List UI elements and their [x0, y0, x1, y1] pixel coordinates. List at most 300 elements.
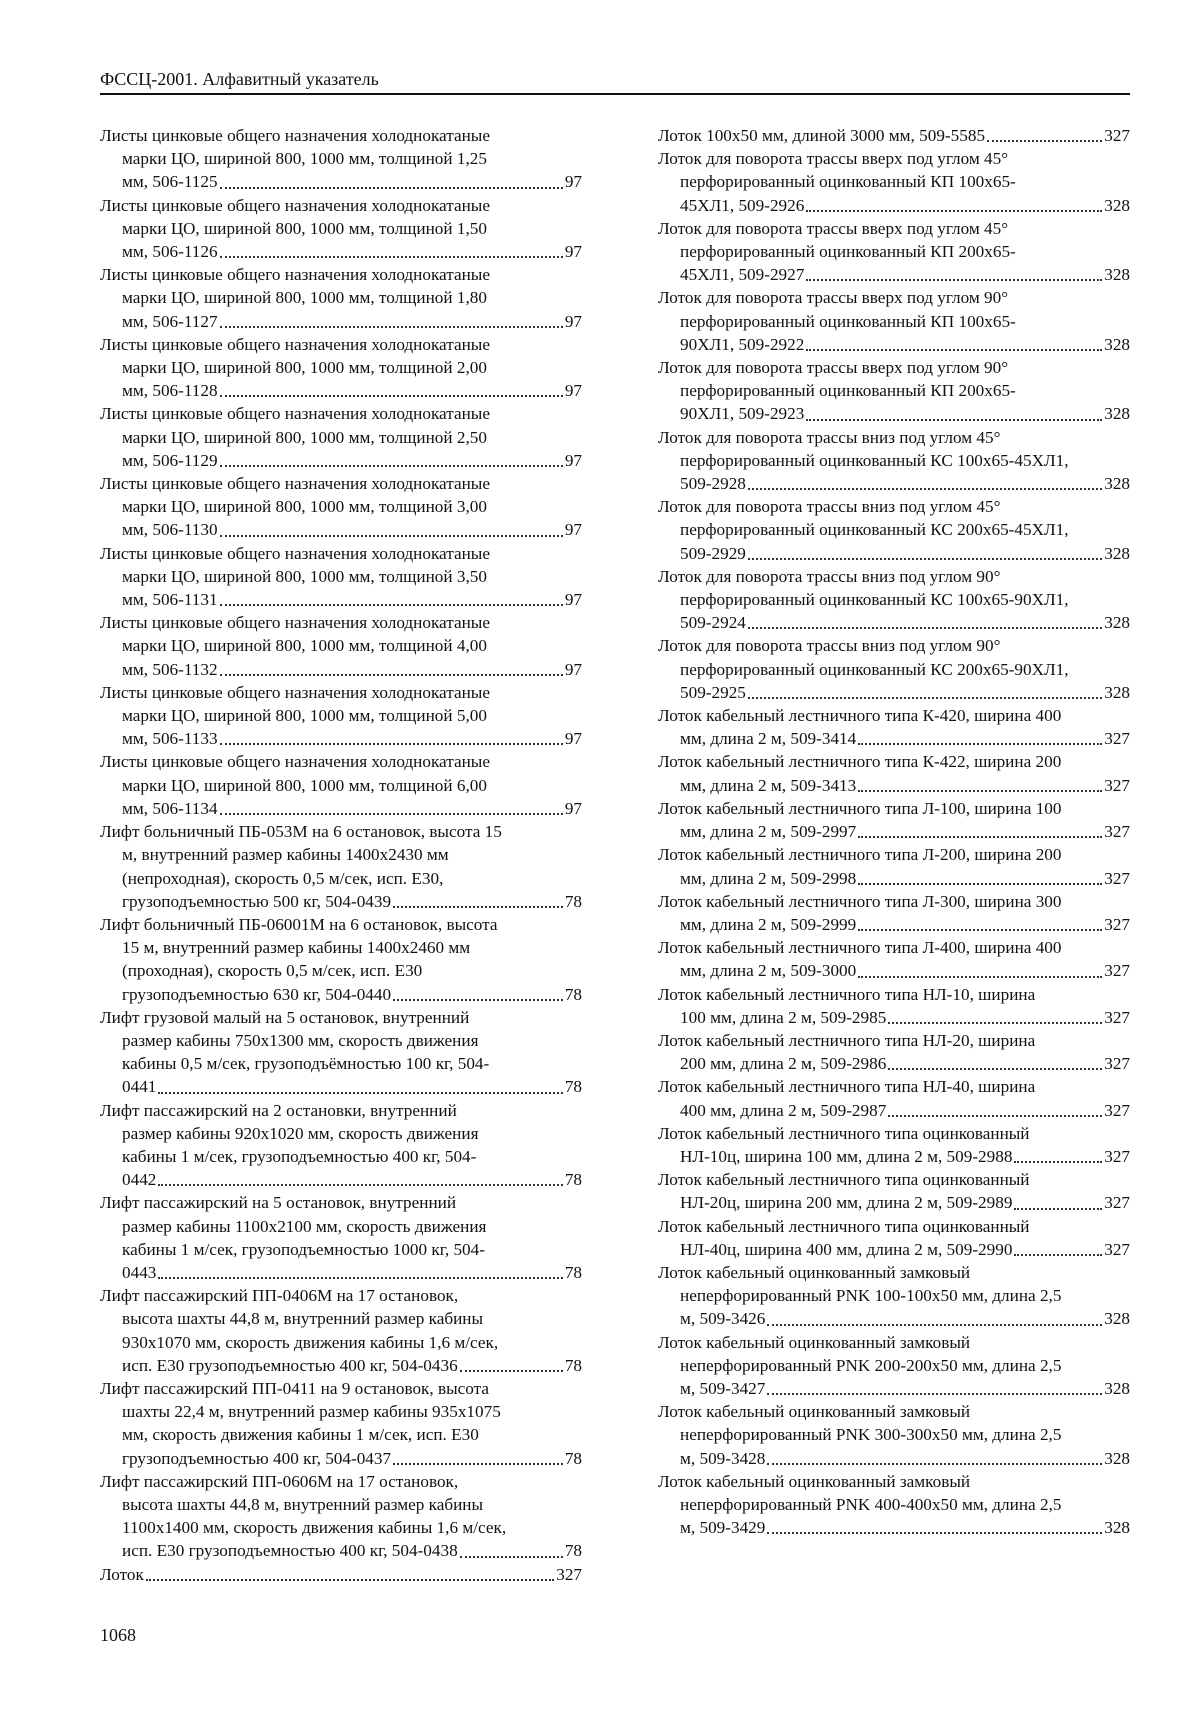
index-entry-last-line: [658, 402, 1130, 425]
index-entry: [100, 194, 582, 264]
dot-leader: [1014, 1208, 1102, 1210]
dot-leader: [158, 1277, 562, 1279]
index-entry-line: марки ЦО, шириной 800, 1000 мм, толщиной 3,00: [122, 497, 487, 517]
index-entry-page: 327: [1104, 775, 1130, 795]
index-entry-line: Лифт пассажирский на 5 остановок, внутренний: [100, 1193, 457, 1213]
index-entry-page: 328: [1104, 682, 1130, 702]
index-entry-line: высота шахты 44,8 м, внутренний размер кабины: [122, 1309, 484, 1329]
index-entry-line: Лоток кабельный лестничного типа НЛ-10, ширина: [658, 984, 1036, 1004]
index-entry: [100, 750, 582, 820]
index-entry-line: Лоток кабельный оцинкованный замковый: [658, 1262, 971, 1282]
index-entry: [100, 124, 582, 194]
index-entry-line: неперфорированный PNK 200-200х50 мм, длина 2,5: [680, 1355, 1062, 1375]
index-entry-line: Лоток кабельный лестничного типа Л-400, ширина 400: [658, 938, 1062, 958]
index-entry-line: Лоток для поворота трассы вверх под углом 45°: [658, 218, 1009, 238]
index-entry: [658, 1075, 1130, 1121]
dot-leader: [858, 790, 1102, 792]
index-entry-text: 509-2925: [680, 682, 746, 702]
index-entry-line: марки ЦО, шириной 800, 1000 мм, толщиной 4,00: [122, 636, 487, 656]
index-entry-text: 90ХЛ1, 509-2923: [680, 404, 805, 424]
index-entry-page: 78: [564, 1170, 582, 1190]
index-entry: [100, 1284, 582, 1377]
index-entry-text: 0442: [122, 1170, 157, 1190]
index-entry: [658, 1261, 1130, 1331]
index-entry: [658, 1168, 1130, 1214]
index-entry-line: Лоток для поворота трассы вверх под углом 90°: [658, 288, 1009, 308]
index-entry-line: Лоток для поворота трассы вниз под углом 45°: [658, 427, 1001, 447]
index-entry: [658, 124, 1130, 147]
index-entry-line: Лоток кабельный лестничного типа оцинкованный: [658, 1216, 1030, 1236]
dot-leader: [220, 813, 563, 815]
index-entry-page: 97: [564, 659, 582, 679]
index-entry-page: 97: [564, 729, 582, 749]
dot-leader: [806, 419, 1102, 421]
index-entry-text: грузоподъемностью 630 кг, 504-0440: [122, 984, 392, 1004]
index-entry: [100, 1470, 582, 1563]
index-entry-text: м, 509-3427: [680, 1378, 766, 1398]
dot-leader: [460, 1370, 563, 1372]
index-entry-line: м, внутренний размер кабины 1400х2430 мм: [122, 845, 449, 865]
index-entry-text: грузоподъемностью 500 кг, 504-0439: [122, 891, 392, 911]
index-entry-last-line: [658, 1099, 1130, 1122]
index-entry-text: мм, длина 2 м, 509-2998: [680, 868, 857, 888]
index-entry-page: 327: [1104, 1100, 1130, 1120]
index-entry-line: Листы цинковые общего назначения холоднокатаные: [100, 752, 490, 772]
index-entry-text: мм, 506-1125: [122, 172, 218, 192]
index-entry-line: перфорированный оцинкованный КП 100х65-: [680, 311, 1016, 331]
dot-leader: [888, 1022, 1102, 1024]
index-entry-line: перфорированный оцинкованный КС 200х65-90ХЛ1,: [680, 659, 1069, 679]
index-entry-last-line: [658, 1052, 1130, 1075]
index-entry-line: кабины 1 м/сек, грузоподъемностью 400 кг, 504-: [122, 1146, 477, 1166]
index-entry-text: мм, длина 2 м, 509-3414: [680, 729, 857, 749]
index-entry: [658, 1470, 1130, 1540]
index-entry-text: мм, 506-1131: [122, 590, 218, 610]
index-entry-last-line: [100, 1354, 582, 1377]
index-entry-page: 328: [1104, 1378, 1130, 1398]
index-entry: [100, 1191, 582, 1284]
index-entry: [658, 1400, 1130, 1470]
index-entry-last-line: [658, 727, 1130, 750]
index-entry-line: Лифт пассажирский ПП-0411 на 9 остановок, высота: [100, 1378, 489, 1398]
index-entry: [100, 1563, 582, 1586]
index-entry-text: исп. Е30 грузоподъемностью 400 кг, 504-0436: [122, 1355, 458, 1375]
index-entry-line: Лоток кабельный оцинкованный замковый: [658, 1332, 971, 1352]
index-entry: [100, 820, 582, 913]
index-entry-line: перфорированный оцинкованный КС 200х65-45ХЛ1,: [680, 520, 1069, 540]
index-entry-page: 327: [1104, 868, 1130, 888]
index-entry-page: 78: [564, 1262, 582, 1282]
index-entry-page: 327: [1104, 961, 1130, 981]
index-entry-text: Лоток: [100, 1564, 144, 1584]
index-entry-text: мм, 506-1128: [122, 381, 218, 401]
index-entry-last-line: [100, 1447, 582, 1470]
index-entry-last-line: [658, 263, 1130, 286]
index-entry: [100, 1006, 582, 1099]
index-entry-page: 97: [564, 311, 582, 331]
index-entry-text: 509-2924: [680, 613, 746, 633]
index-entry: [658, 1331, 1130, 1401]
index-entry-page: 328: [1104, 543, 1130, 563]
index-entry-line: Листы цинковые общего назначения холоднокатаные: [100, 265, 490, 285]
index-entry-text: мм, 506-1130: [122, 520, 218, 540]
index-entry-page: 328: [1104, 1448, 1130, 1468]
page-number: 1068: [100, 1625, 136, 1645]
dot-leader: [220, 604, 563, 606]
index-entry-line: Лоток для поворота трассы вниз под углом 90°: [658, 566, 1001, 586]
index-entry-text: исп. Е30 грузоподъемностью 400 кг, 504-0438: [122, 1541, 458, 1561]
index-entry: [100, 333, 582, 403]
index-entry-line: размер кабины 920х1020 мм, скорость движения: [122, 1123, 479, 1143]
index-entry-page: 328: [1104, 404, 1130, 424]
index-entry-page: 328: [1104, 195, 1130, 215]
index-entry-text: мм, 506-1126: [122, 242, 218, 262]
index-entry-text: мм, 506-1133: [122, 729, 218, 749]
index-entry-line: перфорированный оцинкованный КП 200х65-: [680, 242, 1016, 262]
index-entry-text: 509-2928: [680, 474, 746, 494]
dot-leader: [748, 558, 1102, 560]
index-entry-last-line: [658, 1447, 1130, 1470]
dot-leader: [858, 929, 1102, 931]
dot-leader: [220, 535, 563, 537]
index-entry-line: размер кабины 750х1300 мм, скорость движения: [122, 1030, 479, 1050]
index-entry-text: 400 мм, длина 2 м, 509-2987: [680, 1100, 887, 1120]
index-entry-last-line: [100, 890, 582, 913]
index-entry-line: 930х1070 мм, скорость движения кабины 1,6 м/сек,: [122, 1332, 499, 1352]
index-entry-page: 97: [564, 798, 582, 818]
index-entry-page: 78: [564, 984, 582, 1004]
index-entry-last-line: [100, 1539, 582, 1562]
dot-leader: [393, 999, 563, 1001]
index-entry-line: кабины 1 м/сек, грузоподъемностью 1000 кг, 504-: [122, 1239, 485, 1259]
index-entry-text: мм, длина 2 м, 509-3413: [680, 775, 857, 795]
index-entry: [658, 983, 1130, 1029]
index-entry-line: Лифт грузовой малый на 5 остановок, внутренний: [100, 1007, 470, 1027]
index-entry-page: 97: [564, 172, 582, 192]
index-entry-line: Лоток для поворота трассы вниз под углом 90°: [658, 636, 1001, 656]
index-entry-text: 45ХЛ1, 509-2927: [680, 265, 805, 285]
index-entry-page: 327: [1104, 822, 1130, 842]
index-entry-line: Лифт пассажирский ПП-0406М на 17 остановок,: [100, 1286, 459, 1306]
index-entry-last-line: [100, 1168, 582, 1191]
index-entry-page: 328: [1104, 265, 1130, 285]
index-entry: [658, 356, 1130, 426]
index-entry-page: 97: [564, 450, 582, 470]
index-entry-page: 78: [564, 1077, 582, 1097]
index-entry-page: 327: [1104, 1239, 1130, 1259]
index-entry-line: перфорированный оцинкованный КП 100х65-: [680, 172, 1016, 192]
index-entry: [658, 890, 1130, 936]
index-entry-line: перфорированный оцинкованный КП 200х65-: [680, 381, 1016, 401]
dot-leader: [858, 836, 1102, 838]
index-entry-last-line: [100, 379, 582, 402]
index-entry-line: марки ЦО, шириной 800, 1000 мм, толщиной 2,00: [122, 358, 487, 378]
index-entry-line: кабины 0,5 м/сек, грузоподъёмностью 100 кг, 504-: [122, 1054, 490, 1074]
index-entry-text: 90ХЛ1, 509-2922: [680, 334, 805, 354]
dot-leader: [806, 349, 1102, 351]
index-entry-text: 100 мм, длина 2 м, 509-2985: [680, 1007, 887, 1027]
index-entry-text: 200 мм, длина 2 м, 509-2986: [680, 1054, 887, 1074]
dot-leader: [858, 743, 1102, 745]
index-entry-page: 327: [1104, 126, 1130, 145]
index-entry: [658, 286, 1130, 356]
dot-leader: [767, 1532, 1102, 1534]
index-entry-line: марки ЦО, шириной 800, 1000 мм, толщиной 6,00: [122, 775, 487, 795]
dot-leader: [220, 187, 563, 189]
index-entry-page: 327: [556, 1564, 582, 1584]
index-entry: [658, 797, 1130, 843]
index-entry-line: перфорированный оцинкованный КС 100х65-45ХЛ1,: [680, 450, 1069, 470]
index-entry-last-line: [658, 333, 1130, 356]
dot-leader: [806, 279, 1102, 281]
index-entry-line: Лоток кабельный лестничного типа оцинкованный: [658, 1170, 1030, 1190]
index-entry-text: 45ХЛ1, 509-2926: [680, 195, 805, 215]
index-entry-page: 328: [1104, 474, 1130, 494]
index-entry-text: мм, 506-1132: [122, 659, 218, 679]
dot-leader: [767, 1324, 1102, 1326]
index-entry: [658, 217, 1130, 287]
index-entry: [658, 495, 1130, 565]
index-entry-line: Листы цинковые общего назначения холоднокатаные: [100, 195, 490, 215]
index-entry-page: 97: [564, 381, 582, 401]
dot-leader: [767, 1463, 1102, 1465]
dot-leader: [146, 1579, 554, 1581]
index-entry-page: 327: [1104, 914, 1130, 934]
index-entry-last-line: [658, 1145, 1130, 1168]
index-column-left: [100, 124, 582, 1586]
index-entry-last-line: [658, 542, 1130, 565]
index-entry-text: Лоток 100х50 мм, длиной 3000 мм, 509-5585: [658, 126, 986, 145]
index-entry-text: м, 509-3429: [680, 1518, 766, 1538]
dot-leader: [748, 488, 1102, 490]
index-entry-last-line: [658, 913, 1130, 936]
index-entry-line: размер кабины 1100х2100 мм, скорость движения: [122, 1216, 487, 1236]
index-entry: [658, 936, 1130, 982]
index-entry-line: Лоток кабельный оцинкованный замковый: [658, 1471, 971, 1491]
index-entry-last-line: [100, 727, 582, 750]
index-entry-text: мм, 506-1134: [122, 798, 218, 818]
index-entry: [658, 426, 1130, 496]
index-entry-last-line: [100, 983, 582, 1006]
index-entry-page: 97: [564, 242, 582, 262]
dot-leader: [158, 1092, 562, 1094]
index-entry-text: НЛ-40ц, ширина 400 мм, длина 2 м, 509-2990: [680, 1239, 1013, 1259]
index-entry-line: Листы цинковые общего назначения холоднокатаные: [100, 474, 490, 494]
index-entry: [100, 681, 582, 751]
index-entry-line: марки ЦО, шириной 800, 1000 мм, толщиной 3,50: [122, 566, 487, 586]
index-entry: [100, 542, 582, 612]
index-entry-page: 328: [1104, 613, 1130, 633]
index-entry-page: 328: [1104, 334, 1130, 354]
index-entry-line: Лоток кабельный лестничного типа оцинкованный: [658, 1123, 1030, 1143]
dot-leader: [987, 140, 1102, 142]
index-entry-last-line: [658, 611, 1130, 634]
index-entry-line: неперфорированный PNK 100-100х50 мм, длина 2,5: [680, 1286, 1062, 1306]
index-entry-page: 78: [564, 1355, 582, 1375]
index-entry: [100, 913, 582, 1006]
index-entry-last-line: [100, 658, 582, 681]
dot-leader: [748, 697, 1102, 699]
index-entry-text: НЛ-20ц, ширина 200 мм, длина 2 м, 509-2989: [680, 1193, 1013, 1213]
dot-leader: [460, 1556, 563, 1558]
index-entry: [658, 147, 1130, 217]
index-entry-line: Листы цинковые общего назначения холоднокатаные: [100, 334, 490, 354]
dot-leader: [220, 674, 563, 676]
index-entry-line: Листы цинковые общего назначения холоднокатаные: [100, 404, 490, 424]
index-entry-text: грузоподъемностью 400 кг, 504-0437: [122, 1448, 392, 1468]
index-entry-text: 509-2929: [680, 543, 746, 563]
dot-leader: [767, 1393, 1102, 1395]
index-entry-text: мм, длина 2 м, 509-2997: [680, 822, 857, 842]
index-entry-last-line: [658, 1377, 1130, 1400]
dot-leader: [220, 395, 563, 397]
dot-leader: [858, 976, 1102, 978]
index-entry-line: 1100х1400 мм, скорость движения кабины 1,6 м/сек,: [122, 1518, 507, 1538]
index-entry-page: 327: [1104, 729, 1130, 749]
index-entry-page: 327: [1104, 1007, 1130, 1027]
index-entry-last-line: [100, 588, 582, 611]
index-entry-last-line: [658, 472, 1130, 495]
index-entry-last-line: [658, 1238, 1130, 1261]
index-entry-last-line: [658, 1006, 1130, 1029]
index-entry: [658, 843, 1130, 889]
index-entry-last-line: [100, 1261, 582, 1284]
index-entry-line: неперфорированный PNK 400-400х50 мм, длина 2,5: [680, 1494, 1062, 1514]
index-entry-line: (проходная), скорость 0,5 м/сек, исп. Е30: [122, 961, 423, 981]
index-entry: [658, 1122, 1130, 1168]
index-entry-page: 97: [564, 590, 582, 610]
index-entry-line: 15 м, внутренний размер кабины 1400х2460 мм: [122, 938, 471, 958]
index-entry-line: Лоток кабельный лестничного типа НЛ-20, ширина: [658, 1030, 1036, 1050]
index-entry-last-line: [658, 1516, 1130, 1539]
index-entry-page: 78: [564, 1448, 582, 1468]
index-entry: [100, 1377, 582, 1470]
index-entry-last-line: [100, 449, 582, 472]
index-entry-text: мм, длина 2 м, 509-2999: [680, 914, 857, 934]
index-entry-line: Листы цинковые общего назначения холоднокатаные: [100, 613, 490, 633]
index-entry: [658, 704, 1130, 750]
index-entry-line: неперфорированный PNK 300-300х50 мм, длина 2,5: [680, 1425, 1062, 1445]
index-entry-text: мм, длина 2 м, 509-3000: [680, 961, 857, 981]
running-header: ФССЦ-2001. Алфавитный указатель: [100, 66, 1130, 95]
index-entry-line: Лифт пассажирский на 2 остановки, внутренний: [100, 1100, 457, 1120]
index-entry-page: 78: [564, 1541, 582, 1561]
index-entry-line: Листы цинковые общего назначения холоднокатаные: [100, 126, 490, 145]
index-entry-line: Листы цинковые общего назначения холоднокатаные: [100, 543, 490, 563]
dot-leader: [220, 465, 563, 467]
index-entry-line: Лоток кабельный лестничного типа К-420, ширина 400: [658, 706, 1062, 726]
index-entry-last-line: [100, 1075, 582, 1098]
index-entry-line: высота шахты 44,8 м, внутренний размер кабины: [122, 1494, 484, 1514]
index-entry-line: марки ЦО, шириной 800, 1000 мм, толщиной 1,25: [122, 149, 487, 169]
index-entry-line: (непроходная), скорость 0,5 м/сек, исп. Е30,: [122, 868, 444, 888]
dot-leader: [748, 627, 1102, 629]
index-entry-page: 328: [1104, 1309, 1130, 1329]
index-entry-line: марки ЦО, шириной 800, 1000 мм, толщиной 1,80: [122, 288, 487, 308]
index-entry-last-line: [658, 774, 1130, 797]
index-entry-line: Лоток кабельный лестничного типа Л-200, ширина 200: [658, 845, 1062, 865]
index-entry-last-line: [658, 959, 1130, 982]
index-entry: [658, 750, 1130, 796]
dot-leader: [858, 883, 1102, 885]
dot-leader: [806, 210, 1102, 212]
dot-leader: [1014, 1254, 1102, 1256]
dot-leader: [1014, 1161, 1102, 1163]
dot-leader: [888, 1068, 1102, 1070]
index-entry-last-line: [658, 820, 1130, 843]
index-entry-last-line: [658, 1307, 1130, 1330]
index-entry-page: 327: [1104, 1146, 1130, 1166]
index-entry-last-line: [100, 797, 582, 820]
dot-leader: [158, 1184, 562, 1186]
index-entry: [658, 1215, 1130, 1261]
index-entry: [100, 611, 582, 681]
index-entry-line: Лоток для поворота трассы вверх под углом 90°: [658, 358, 1009, 378]
index-entry-last-line: [100, 310, 582, 333]
index-entry-last-line: [100, 170, 582, 193]
index-entry: [100, 263, 582, 333]
index-entry-last-line: [658, 124, 1130, 147]
index-entry: [658, 565, 1130, 635]
index-entry-line: марки ЦО, шириной 800, 1000 мм, толщиной 1,50: [122, 218, 487, 238]
index-entry-line: Лоток кабельный лестничного типа Л-300, ширина 300: [658, 891, 1062, 911]
index-entry-text: 0441: [122, 1077, 157, 1097]
index-entry-line: марки ЦО, шириной 800, 1000 мм, толщиной 2,50: [122, 427, 487, 447]
index-entry-line: Лифт больничный ПБ-06001М на 6 остановок, высота: [100, 914, 498, 934]
index-entry-last-line: [658, 867, 1130, 890]
index-entry-text: мм, 506-1127: [122, 311, 218, 331]
index-entry-text: м, 509-3428: [680, 1448, 766, 1468]
index-entry-line: шахты 22,4 м, внутренний размер кабины 935х1075: [122, 1402, 501, 1422]
index-entry: [100, 402, 582, 472]
index-entry-last-line: [658, 194, 1130, 217]
index-entry-page: 328: [1104, 1518, 1130, 1538]
index-entry-line: Лоток кабельный лестничного типа НЛ-40, ширина: [658, 1077, 1036, 1097]
index-entry-line: Лоток для поворота трассы вниз под углом 45°: [658, 497, 1001, 517]
index-entry-line: Лоток кабельный лестничного типа Л-100, ширина 100: [658, 798, 1062, 818]
index-entry-last-line: [100, 1563, 582, 1586]
dot-leader: [220, 326, 563, 328]
index-entry-page: 327: [1104, 1193, 1130, 1213]
index-entry-last-line: [658, 681, 1130, 704]
index-entry: [100, 472, 582, 542]
index-entry-line: Лоток для поворота трассы вверх под углом 45°: [658, 149, 1009, 169]
index-entry-line: перфорированный оцинкованный КС 100х65-90ХЛ1,: [680, 590, 1069, 610]
index-entry-line: Листы цинковые общего назначения холоднокатаные: [100, 682, 490, 702]
index-entry-line: Лоток кабельный лестничного типа К-422, ширина 200: [658, 752, 1062, 772]
index-entry-text: мм, 506-1129: [122, 450, 218, 470]
index-entry-text: м, 509-3426: [680, 1309, 766, 1329]
dot-leader: [220, 743, 563, 745]
index-entry-line: мм, скорость движения кабины 1 м/сек, исп. Е30: [122, 1425, 479, 1445]
index-entry-line: Лифт больничный ПБ-053М на 6 остановок, высота 15: [100, 822, 502, 842]
index-entry-text: 0443: [122, 1262, 157, 1282]
index-entry-line: Лифт пассажирский ПП-0606М на 17 остановок,: [100, 1471, 459, 1491]
index-entry-page: 327: [1104, 1054, 1130, 1074]
index-entry: [100, 1099, 582, 1192]
dot-leader: [888, 1115, 1102, 1117]
dot-leader: [393, 1463, 563, 1465]
index-entry-last-line: [658, 1191, 1130, 1214]
index-entry-text: НЛ-10ц, ширина 100 мм, длина 2 м, 509-2988: [680, 1146, 1013, 1166]
dot-leader: [220, 256, 563, 258]
index-entry-page: 97: [564, 520, 582, 540]
index-entry: [658, 634, 1130, 704]
index-entry-last-line: [100, 240, 582, 263]
index-entry-line: Лоток кабельный оцинкованный замковый: [658, 1402, 971, 1422]
index-entry-page: 78: [564, 891, 582, 911]
index-entry: [658, 1029, 1130, 1075]
